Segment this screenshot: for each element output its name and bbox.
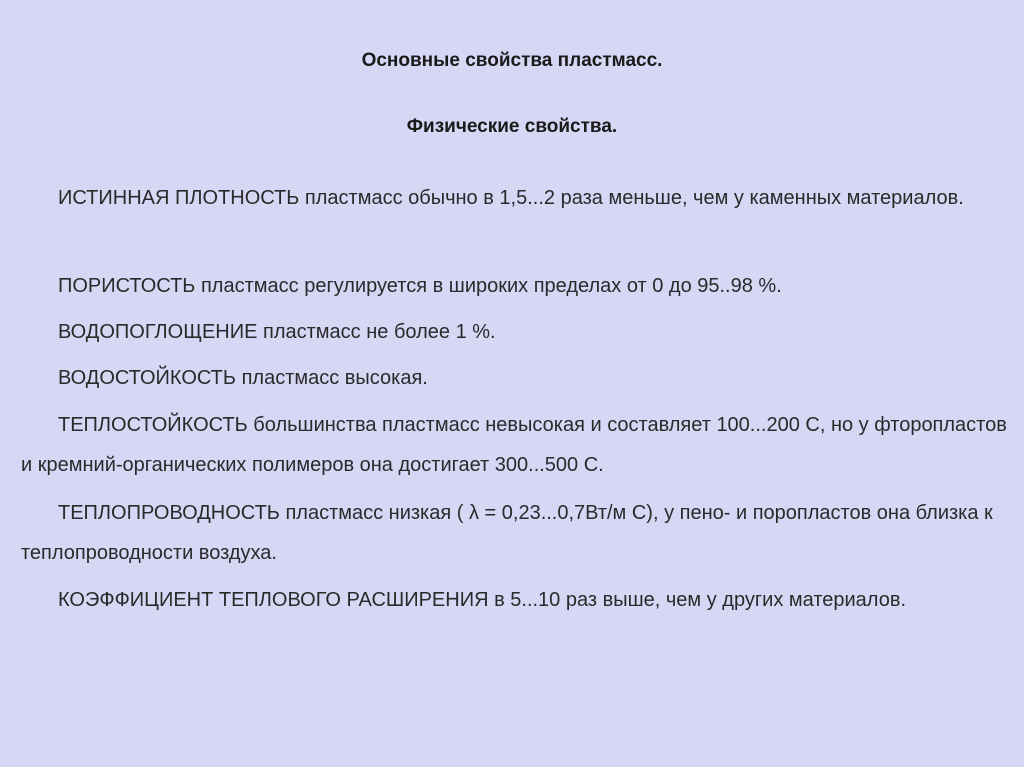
slide-subtitle: Физические свойства. <box>406 116 618 137</box>
paragraph-porosity: ПОРИСТОСТЬ пластмасс регулируется в широких пределах от 0 до 95..98 %. <box>58 275 782 297</box>
paragraph-true-density: ИСТИННАЯ ПЛОТНОСТЬ пластмасс обычно в 1,5...2 раза меньше, чем у каменных материалов. <box>58 187 964 209</box>
paragraph-water-resistance: ВОДОСТОЙКОСТЬ пластмасс высокая. <box>58 367 428 389</box>
paragraph-heat-resistance: ТЕПЛОСТОЙКОСТЬ большинства пластмасс невысокая и составляет 100...200 С, но у фторопластов и кремний-органических полимеров она достигает 300...500 С. <box>21 414 1007 476</box>
paragraph-thermal-conductivity: ТЕПЛОПРОВОДНОСТЬ пластмасс низкая ( λ = 0,23...0,7Вт/м С), у пено- и поропластов она близка к теплопроводности воздуха. <box>21 502 993 564</box>
paragraph-water-absorption: ВОДОПОГЛОЩЕНИЕ пластмасс не более 1 %. <box>58 321 496 343</box>
slide-title: Основные свойства пластмасс. <box>361 50 663 71</box>
paragraph-thermal-expansion: КОЭФФИЦИЕНТ ТЕПЛОВОГО РАСШИРЕНИЯ в 5...10 раз выше, чем у других материалов. <box>58 589 906 611</box>
